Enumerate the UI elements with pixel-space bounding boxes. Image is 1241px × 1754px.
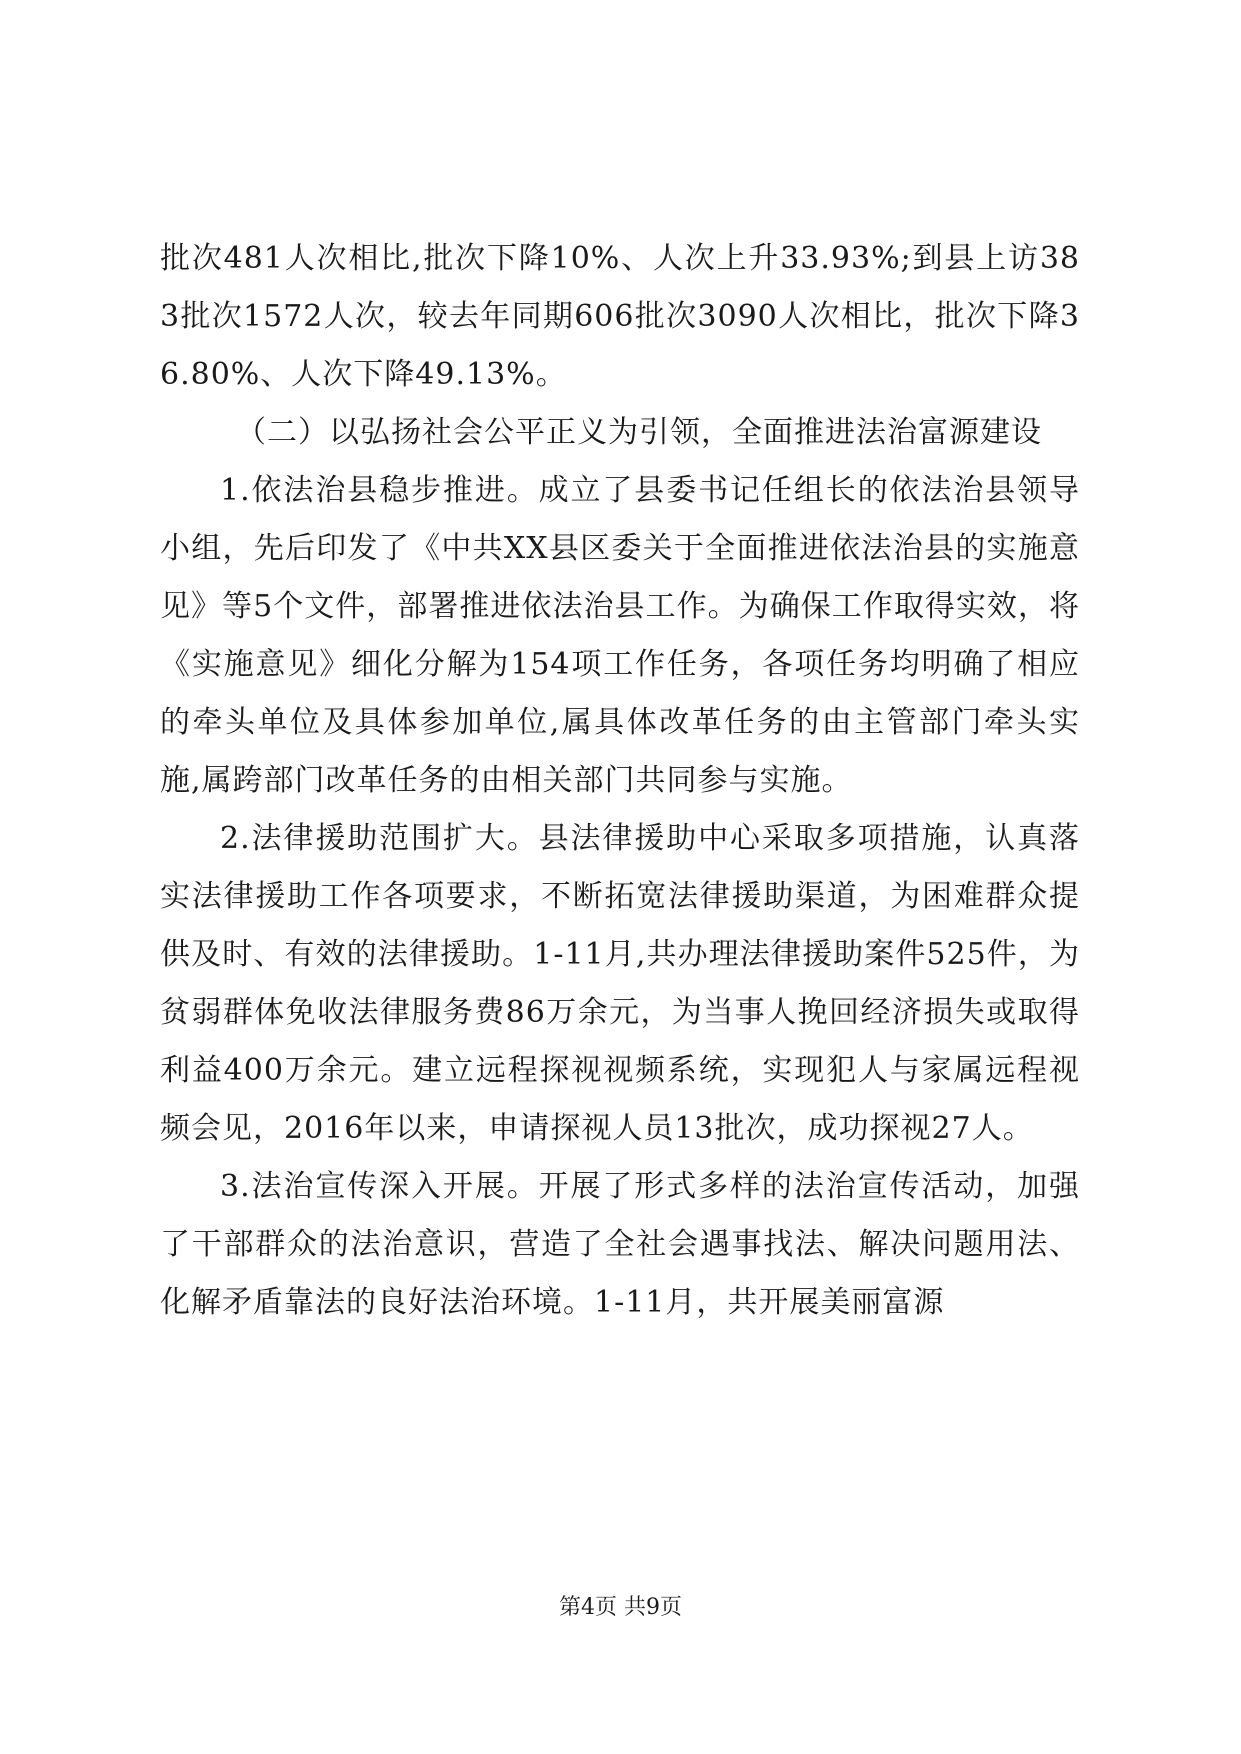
paragraph-item-2: 2.法律援助范围扩大。县法律援助中心采取多项措施，认真落实法律援助工作各项要求，不断拓宽法律援助渠道，为困难群众提供及时、有效的法律援助。1-11月,共办理法律援助案件525件，为贫弱群体免收法律服务费86万余元，为当事人挽回经济损失或取得利益400万余元。建立远程探视视频系统，实现犯人与家属远程视频会见，2016年以来，申请探视人员13批次，成功探视27人。 <box>160 821 1080 1146</box>
paragraph-continued: 批次481人次相比,批次下降10%、人次上升33.93%;到县上访383批次1572人次，较去年同期606批次3090人次相比，批次下降36.80%、人次下降49.13%。 <box>160 241 1080 392</box>
paragraph-item-3: 3.法治宣传深入开展。开展了形式多样的法治宣传活动，加强了干部群众的法治意识，营造了全社会遇事找法、解决问题用法、化解矛盾靠法的良好法治环境。1-11月，共开展美丽富源 <box>160 1169 1080 1320</box>
page-number-label: 第4页 共9页 <box>559 1595 682 1620</box>
section-heading: （二）以弘扬社会公平正义为引领，全面推进法治富源建设 <box>236 415 1042 450</box>
paragraph-item-1: 1.依法治县稳步推进。成立了县委书记任组长的依法治县领导小组，先后印发了《中共XX县区委关于全面推进依法治县的实施意见》等5个文件，部署推进依法治县工作。为确保工作取得实效，将《实施意见》细化分解为154项工作任务，各项任务均明确了相应的牵头单位及具体参加单位,属具体改革任务的由主管部门牵头实施,属跨部门改革任务的由相关部门共同参与实施。 <box>160 473 1080 798</box>
document-body <box>160 230 1080 1332</box>
page-footer <box>0 1593 1241 1623</box>
